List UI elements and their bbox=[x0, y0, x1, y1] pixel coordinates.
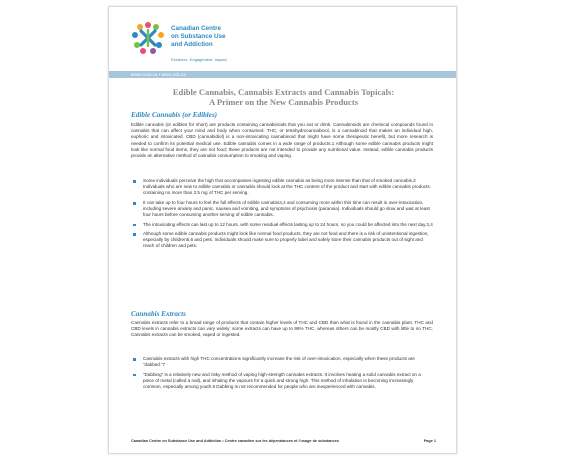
bullet-icon bbox=[133, 180, 136, 183]
bullet-text: The intoxicating effects can last up to 12 hours, with some residual effects lasting up to 24 hours, so you could be affected into the next day.3,4 bbox=[143, 221, 433, 227]
page-footer bbox=[131, 439, 436, 443]
bullet-text: Cannabis extracts with high THC concentrations significantly increase the risk of over-intoxication, especially when these products are “dabbed.”7 bbox=[143, 356, 415, 368]
section-intro-extracts: Cannabis extracts refer to a broad range of products that contain higher levels of THC and CBD than what is found in the cannabis plant. THC and CBD levels in cannabis extracts can vary widely: some extracts can have up to 99% THC, whereas others can be mostly CBD with little to no THC. Cannabis extracts can be smoked, vaped or ingested. bbox=[131, 320, 433, 338]
page-number: Page 1 bbox=[423, 439, 436, 443]
org-tagline: Evidence. Engagement. Impact. bbox=[171, 57, 228, 62]
list-item bbox=[131, 372, 433, 391]
bullet-icon bbox=[133, 374, 136, 377]
bullet-text: “Dabbing” is a relatively new and risky method of vaping high-strength cannabis extracts. It involves heating a solid cannabis extract on a piece of metal (called a nail), and inhaling the vapours for a quick and strong high. This method of inhalation is becoming increasingly common, especially among youth.8 Dabbing is not recommended for people who are inexperienced with cannabis. bbox=[143, 371, 421, 389]
document-page bbox=[108, 6, 457, 454]
bullet-text: Although some edible cannabis products might look like normal food products, they are not food and there is a risk of unintentional ingestion, especially by children5,6 and pets. Individuals should make sure to properly label and safely store their cannabis products out of sight and reach of children and pets. bbox=[143, 230, 429, 249]
website-band bbox=[109, 71, 456, 78]
header-logo-block bbox=[131, 21, 431, 67]
bullet-icon bbox=[133, 358, 136, 361]
bullet-text: Some individuals perceive the high that accompanies ingesting edible cannabis as being more intense than that of smoked cannabis.2 Individuals who are new to edible cannabis or cannabis should look at the THC content of the product and start with edible cannabis products containing no more than 2.5 mg of THC per serving. bbox=[143, 178, 430, 196]
list-item bbox=[131, 356, 433, 368]
bullet-icon bbox=[133, 224, 136, 227]
bullet-text: It can take up to four hours to feel the full effects of edible cannabis3,4 and consuming more within this time can result in over-intoxication, including severe anxiety and panic, nausea and vomiting, and symptoms of psychosis (paranoia). Individuals should go slow and wait at least four hours before consuming another serving of edible cannabis. bbox=[143, 199, 430, 218]
bullet-icon bbox=[133, 202, 136, 205]
org-name: Canadian Centre on Substance Use and Addiction bbox=[171, 25, 226, 48]
bullet-list-extracts bbox=[131, 356, 433, 393]
section-heading-extracts: Cannabis Extracts bbox=[131, 310, 186, 318]
list-item bbox=[131, 178, 433, 197]
section-intro-edibles: Edible cannabis (or edibles for short) are products containing cannabinoids that you eat or drink. Cannabinoids are chemical compounds found in cannabis that can affect your mind and body when consumed. THC, or tetrahydrocannabinol, is a cannabinoid that makes an individual high, euphoric and intoxicated. CBD (cannabidiol) is a non-intoxicating cannabinoid that might have some therapeutic benefit, but more research is needed to confirm its potential medical use. Edible cannabis comes in a wide range of products.1 Although some edible cannabis products might look like normal food items, they are not food; these products are not intended to provide any nutritional value. Instead, edible cannabis products provide an alternative method of cannabis consumption to smoking and vaping. bbox=[131, 122, 433, 159]
ccsa-logo-icon bbox=[131, 21, 165, 55]
bullet-icon bbox=[133, 233, 136, 236]
document-title: Edible Cannabis, Cannabis Extracts and Cannabis Topicals: A Primer on the New Cannabis Products bbox=[172, 87, 395, 107]
list-item bbox=[131, 200, 433, 219]
bullet-list-edibles bbox=[131, 178, 433, 253]
section-heading-edibles: Edible Cannabis (or Edibles) bbox=[131, 111, 218, 119]
website-links[interactable]: www.ccsa.ca • www.cclt.ca bbox=[131, 71, 186, 77]
list-item bbox=[131, 222, 433, 228]
footer-org-text: Canadian Centre on Substance Use and Addiction • Centre canadien sur les dépendances et l’usage de substances bbox=[131, 439, 339, 443]
list-item bbox=[131, 231, 433, 250]
